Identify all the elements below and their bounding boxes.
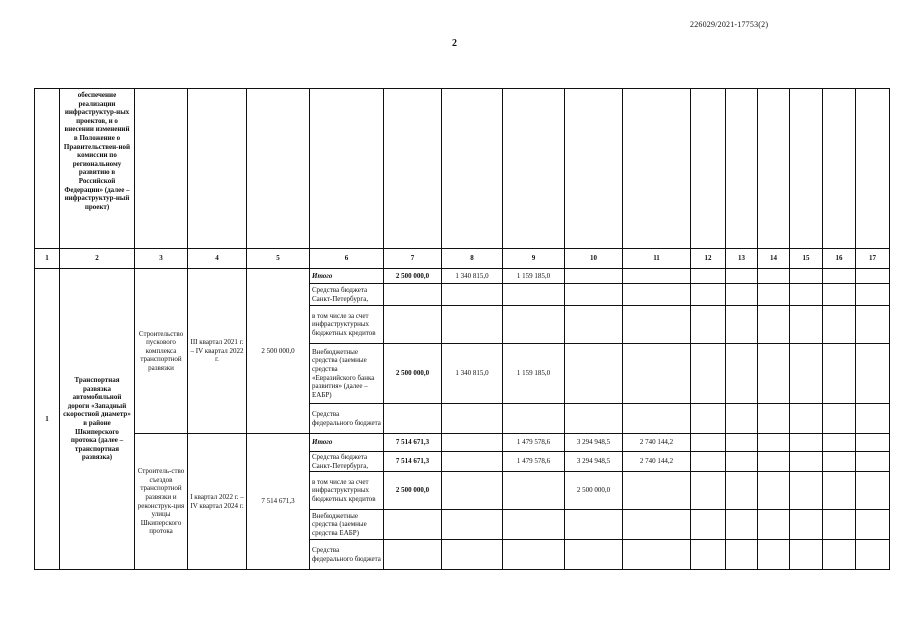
column-number: 14 (758, 249, 790, 269)
cell (790, 284, 823, 306)
value-col9: 1 479 578,6 (503, 452, 565, 472)
cell (726, 306, 758, 344)
table-row (35, 434, 890, 452)
funding-source: Внебюджетные средства (заемные средства ЕАБР) (310, 510, 384, 540)
row-number: 1 (35, 269, 60, 570)
project-name: Транспортная развязка автомобильной дороги «Западный скоростной диаметр» в районе Шкиперского протока (далее – транспортная развязка) (60, 269, 135, 570)
cell (726, 269, 758, 284)
cell (310, 89, 384, 249)
value-col9 (503, 540, 565, 570)
column-number: 5 (247, 249, 310, 269)
value-col10 (565, 540, 623, 570)
document-registration-number: 226029/2021-17753(2) (690, 20, 769, 29)
value-col8 (442, 472, 503, 510)
value-col9: 1 159 185,0 (503, 344, 565, 404)
funding-source: в том числе за счет инфраструктурных бюджетных кредитов (310, 472, 384, 510)
funding-source: Средства бюджета Санкт-Петербурга, (310, 452, 384, 472)
value-col7: 2 500 000,0 (384, 344, 442, 404)
value-col11 (623, 472, 691, 510)
funding-source: Средства федерального бюджета (310, 540, 384, 570)
value-col11: 2 740 144,2 (623, 434, 691, 452)
cell (691, 452, 726, 472)
value-col7 (384, 510, 442, 540)
cell (758, 306, 790, 344)
cell (758, 404, 790, 434)
value-col7 (384, 540, 442, 570)
column-number: 15 (790, 249, 823, 269)
column-number: 10 (565, 249, 623, 269)
cell (726, 344, 758, 404)
cell (758, 269, 790, 284)
value-col7 (384, 404, 442, 434)
value-col8: 1 340 815,0 (442, 344, 503, 404)
value-col8 (442, 284, 503, 306)
value-col9 (503, 306, 565, 344)
value-col9 (503, 510, 565, 540)
column-number: 4 (188, 249, 247, 269)
value-col8 (442, 306, 503, 344)
value-col9: 1 479 578,6 (503, 434, 565, 452)
cell (790, 269, 823, 284)
object-description: Строитель-ство съездов транспортной развязки и реконструк-ция улицы Шкиперского протока (135, 434, 188, 570)
cell (726, 89, 758, 249)
table-row (35, 269, 890, 284)
object-description: Строительство пускового комплекса транспортной развязки (135, 269, 188, 434)
funding-source: Средства федерального бюджета (310, 404, 384, 434)
value-col10: 3 294 948,5 (565, 452, 623, 472)
cell (623, 89, 691, 249)
cell (726, 434, 758, 452)
funding-source: Итого (310, 269, 384, 284)
column-number: 2 (60, 249, 135, 269)
value-col10: 2 500 000,0 (565, 472, 623, 510)
value-col10 (565, 404, 623, 434)
object-cost: 7 514 671,3 (247, 434, 310, 570)
value-col8 (442, 540, 503, 570)
cell (790, 89, 823, 249)
value-col7: 2 500 000,0 (384, 269, 442, 284)
financing-table (34, 88, 890, 570)
value-col10 (565, 510, 623, 540)
cell (758, 344, 790, 404)
cell (856, 404, 890, 434)
cell (691, 404, 726, 434)
value-col11: 2 740 144,2 (623, 452, 691, 472)
cell (856, 452, 890, 472)
value-col7: 7 514 671,3 (384, 452, 442, 472)
value-col9 (503, 284, 565, 306)
project-basis-text: обеспечение реализации инфраструктур-ных проектов, и о внесении изменений в Положение о Правительствен-ной комиссии по региональному развитию в Российской Федерации» (далее – инфраструктур-ный проект) (60, 89, 135, 249)
value-col7: 2 500 000,0 (384, 472, 442, 510)
cell (856, 434, 890, 452)
cell (758, 472, 790, 510)
value-col8 (442, 404, 503, 434)
cell (856, 269, 890, 284)
value-col8 (442, 434, 503, 452)
cell (691, 472, 726, 510)
cell (247, 89, 310, 249)
value-col11 (623, 540, 691, 570)
funding-source: Итого (310, 434, 384, 452)
cell (758, 89, 790, 249)
cell (856, 89, 890, 249)
cell (823, 434, 856, 452)
cell (188, 89, 247, 249)
cell (726, 540, 758, 570)
column-number: 11 (623, 249, 691, 269)
column-number: 8 (442, 249, 503, 269)
cell (384, 89, 442, 249)
cell (856, 472, 890, 510)
column-number: 1 (35, 249, 60, 269)
cell (856, 306, 890, 344)
cell (726, 404, 758, 434)
cell (823, 540, 856, 570)
value-col9 (503, 472, 565, 510)
cell (790, 306, 823, 344)
funding-source: Внебюджетные средства (заемные средства «Евразийского банка развития» (далее – ЕАБР) (310, 344, 384, 404)
cell (856, 510, 890, 540)
cell (823, 89, 856, 249)
value-col11 (623, 306, 691, 344)
value-col7 (384, 306, 442, 344)
value-col11 (623, 284, 691, 306)
cell (726, 472, 758, 510)
cell (790, 452, 823, 472)
column-number: 13 (726, 249, 758, 269)
cell (790, 344, 823, 404)
cell (503, 89, 565, 249)
cell (856, 540, 890, 570)
cell (758, 434, 790, 452)
cell (726, 284, 758, 306)
cell (565, 89, 623, 249)
value-col10 (565, 306, 623, 344)
funding-source: в том числе за счет инфраструктурных бюджетных кредитов (310, 306, 384, 344)
cell (691, 344, 726, 404)
page-number: 2 (452, 38, 457, 49)
value-col10 (565, 344, 623, 404)
column-number: 6 (310, 249, 384, 269)
cell (726, 452, 758, 472)
cell (790, 510, 823, 540)
cell (758, 452, 790, 472)
value-col9 (503, 404, 565, 434)
cell (790, 472, 823, 510)
cell (823, 452, 856, 472)
cell (823, 269, 856, 284)
cell (823, 306, 856, 344)
cell (856, 284, 890, 306)
cell (442, 89, 503, 249)
value-col11 (623, 269, 691, 284)
value-col8 (442, 452, 503, 472)
cell (691, 284, 726, 306)
value-col10 (565, 269, 623, 284)
column-number: 9 (503, 249, 565, 269)
value-col8 (442, 510, 503, 540)
object-cost: 2 500 000,0 (247, 269, 310, 434)
object-period: III квартал 2021 г. – IV квартал 2022 г. (188, 269, 247, 434)
cell (823, 284, 856, 306)
value-col11 (623, 404, 691, 434)
cell (691, 434, 726, 452)
column-number: 17 (856, 249, 890, 269)
cell (758, 540, 790, 570)
column-number: 3 (135, 249, 188, 269)
cell (691, 540, 726, 570)
column-number: 7 (384, 249, 442, 269)
cell (790, 404, 823, 434)
cell (823, 472, 856, 510)
cell (758, 284, 790, 306)
cell (790, 540, 823, 570)
cell (691, 269, 726, 284)
cell (35, 89, 60, 249)
cell (691, 510, 726, 540)
value-col7 (384, 284, 442, 306)
value-col11 (623, 344, 691, 404)
value-col11 (623, 510, 691, 540)
cell (823, 344, 856, 404)
cell (790, 434, 823, 452)
continuation-row (35, 89, 890, 249)
cell (691, 89, 726, 249)
cell (823, 510, 856, 540)
value-col10: 3 294 948,5 (565, 434, 623, 452)
column-number: 12 (691, 249, 726, 269)
value-col7: 7 514 671,3 (384, 434, 442, 452)
cell (856, 344, 890, 404)
cell (823, 404, 856, 434)
column-number-row (35, 249, 890, 269)
value-col10 (565, 284, 623, 306)
object-period: I квартал 2022 г. – IV квартал 2024 г. (188, 434, 247, 570)
cell (726, 510, 758, 540)
column-number: 16 (823, 249, 856, 269)
value-col9: 1 159 185,0 (503, 269, 565, 284)
cell (758, 510, 790, 540)
value-col8: 1 340 815,0 (442, 269, 503, 284)
cell (691, 306, 726, 344)
cell (135, 89, 188, 249)
funding-source: Средства бюджета Санкт-Петербурга, (310, 284, 384, 306)
